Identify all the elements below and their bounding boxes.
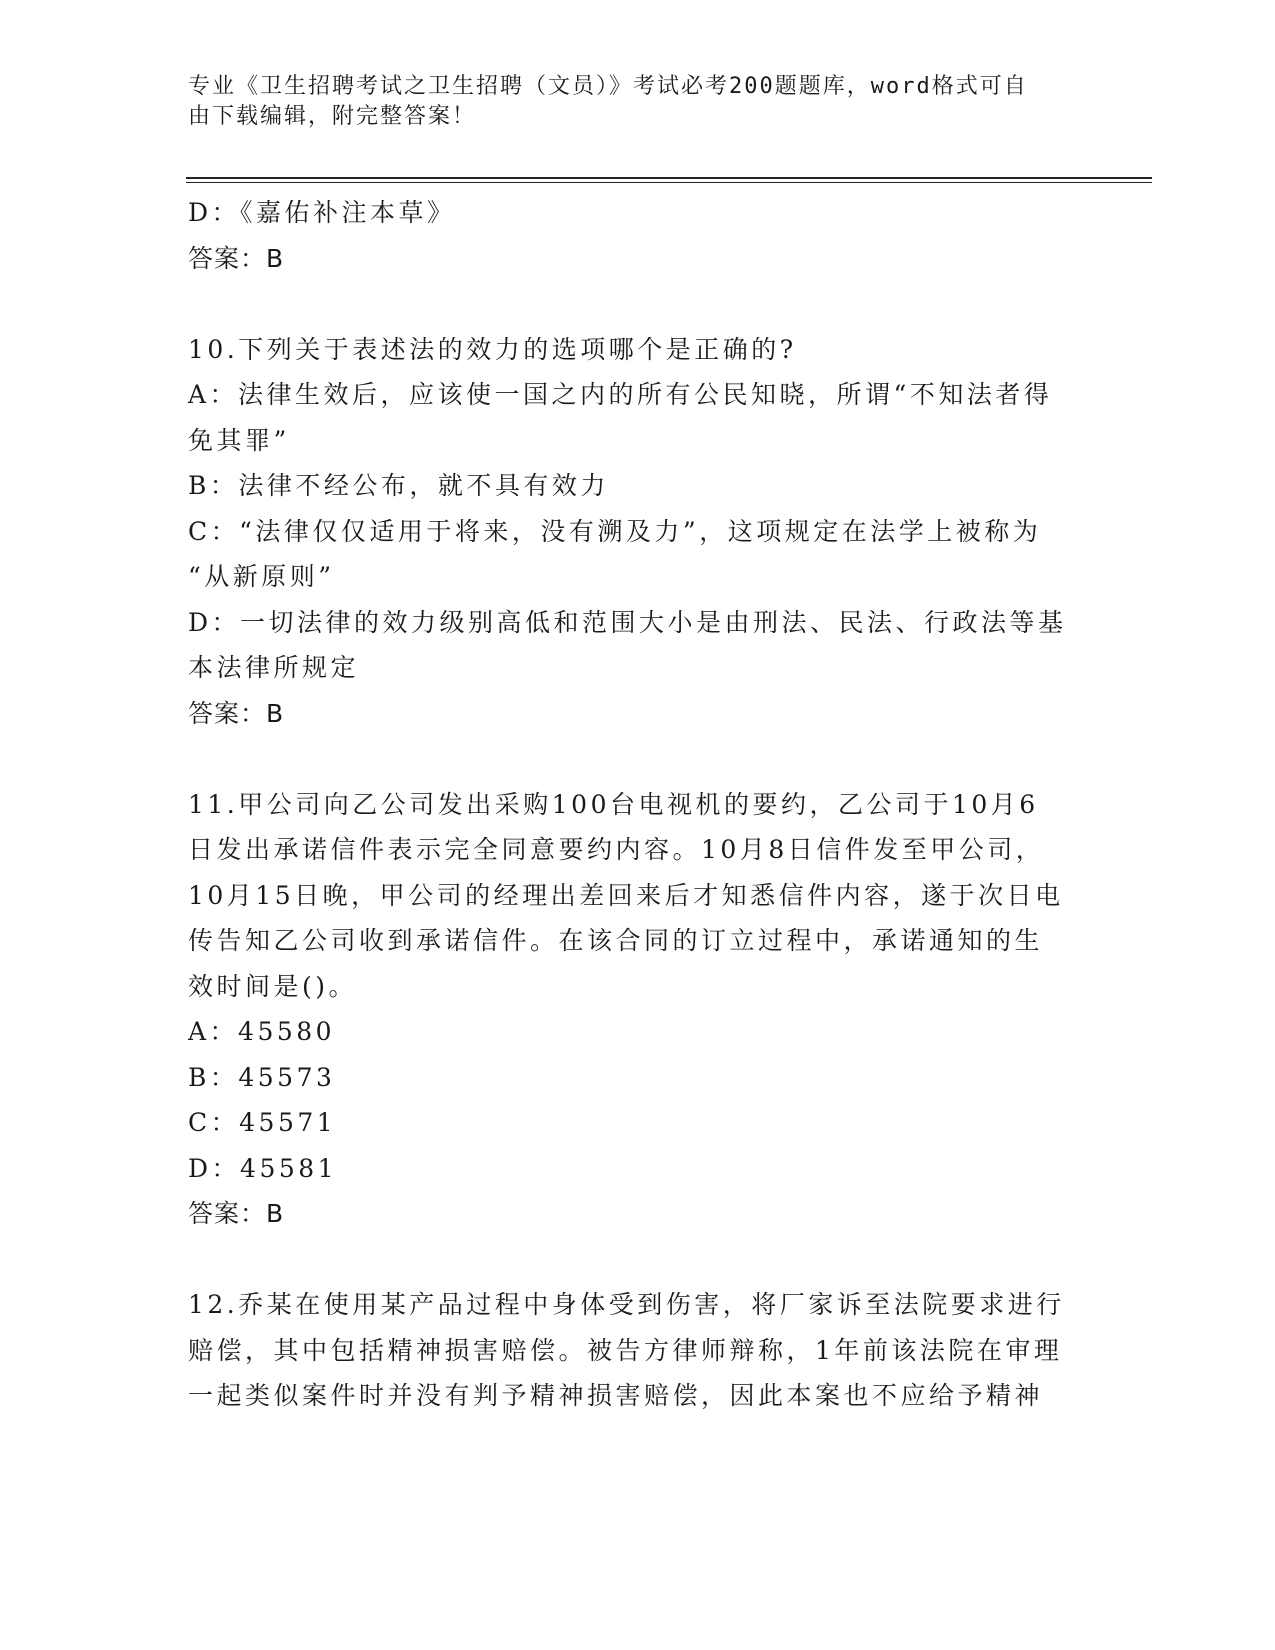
- option-c: C：45571: [188, 1108, 337, 1137]
- option-a: A：45580: [188, 1017, 336, 1046]
- option-c-cont: “从新原则”: [188, 562, 335, 591]
- question-stem: 11.甲公司向乙公司发出采购100台电视机的要约，乙公司于10月6: [188, 789, 1039, 819]
- answer: 答案：B: [188, 1199, 285, 1228]
- question-stem-cont: 传告知乙公司收到承诺信件。在该合同的订立过程中，承诺通知的生: [188, 926, 1044, 955]
- question-stem-cont: 效时间是()。: [188, 971, 358, 1001]
- option-d: D：一切法律的效力级别高低和范围大小是由刑法、民法、行政法等基: [188, 607, 1067, 637]
- document-header: [188, 72, 1068, 132]
- spacer: [188, 1237, 1088, 1283]
- question-stem-cont: 一起类似案件时并没有判予精神损害赔偿，因此本案也不应给予精神: [188, 1381, 1044, 1410]
- option-c: C：“法律仅仅适用于将来，没有溯及力”，这项规定在法学上被称为: [188, 516, 1042, 546]
- prev-option-d: D：《嘉佑补注本草》: [188, 198, 456, 227]
- header-rule-thin: [186, 182, 1152, 183]
- document-body: [188, 190, 1088, 1419]
- spacer: [188, 736, 1088, 782]
- option-a: A：法律生效后，应该使一国之内的所有公民知晓，所谓“不知法者得: [188, 380, 1053, 409]
- header-rule-thick: [186, 177, 1152, 179]
- header-line-1: 专业《卫生招聘考试之卫生招聘（文员）》考试必考200题题库，word格式可自: [188, 74, 1028, 99]
- question-12: [188, 1282, 1088, 1419]
- spacer: [188, 281, 1088, 327]
- option-b: B：法律不经公布，就不具有效力: [188, 471, 609, 500]
- question-stem-cont: 赔偿，其中包括精神损害赔偿。被告方律师辩称，1年前该法院在审理: [188, 1335, 1063, 1365]
- question-stem-cont: 10月15日晚，甲公司的经理出差回来后才知悉信件内容，遂于次日电: [188, 880, 1064, 910]
- answer: 答案：B: [188, 698, 285, 728]
- prev-answer: 答案：B: [188, 243, 285, 273]
- option-d-cont: 本法律所规定: [188, 653, 360, 682]
- option-d: D：45581: [188, 1153, 338, 1183]
- option-b: B：45573: [188, 1062, 336, 1092]
- question-stem: 10.下列关于表述法的效力的选项哪个是正确的?: [188, 334, 797, 364]
- question-stem-cont: 日发出承诺信件表示完全同意要约内容。10月8日信件发至甲公司，: [188, 835, 1045, 864]
- question-stem: 12.乔某在使用某产品过程中身体受到伤害，将厂家诉至法院要求进行: [188, 1290, 1065, 1319]
- header-line-2: 由下载编辑，附完整答案！: [188, 104, 477, 129]
- question-11: [188, 782, 1088, 1237]
- question-10: [188, 327, 1088, 737]
- option-a-cont: 免其罪”: [188, 425, 290, 455]
